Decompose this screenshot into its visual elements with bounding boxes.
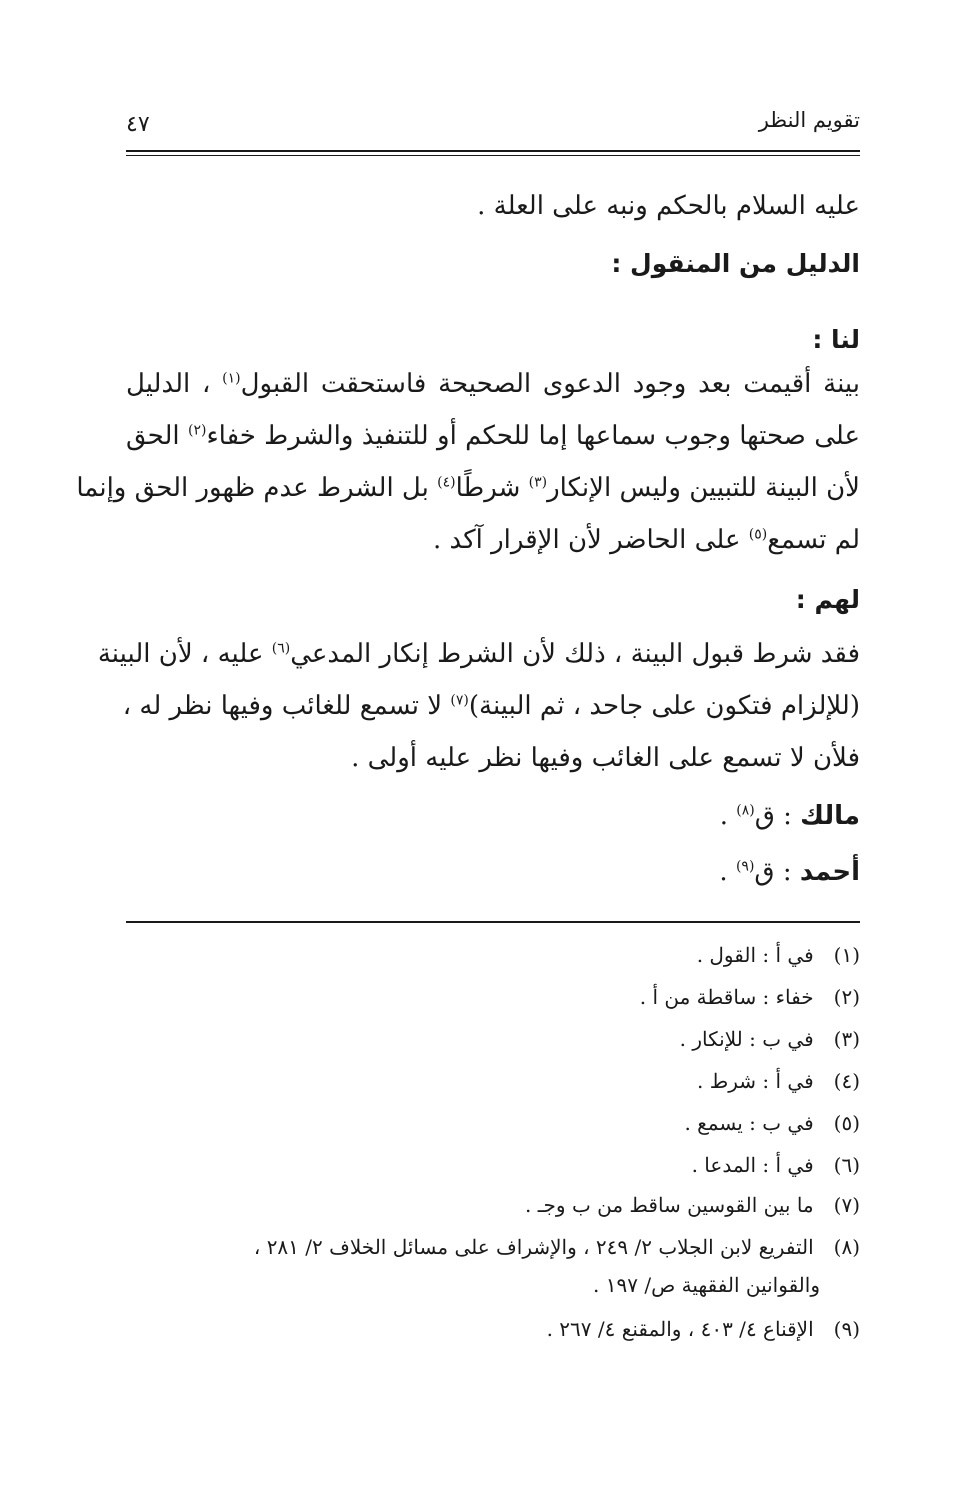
paragraph-1-line-2: [126, 416, 860, 456]
opinion-ahmad: [126, 852, 860, 892]
footnote-number: (٣): [833, 1027, 860, 1051]
footnote-text: خفاء : ساقطة من أ .: [639, 985, 814, 1009]
heading-lana: لنا :: [812, 325, 860, 354]
footnote-text: في أ : القول .: [696, 943, 814, 967]
footnote-number: (٧): [833, 1193, 860, 1217]
heading-lahum: لهم :: [795, 585, 860, 614]
text-run: : ق: [754, 857, 792, 887]
footnote-6: [126, 1150, 860, 1180]
footnote-8-continuation: [126, 1270, 820, 1300]
footnote-text: ما بين القوسين ساقط من ب وجـ .: [524, 1193, 814, 1217]
footnote-ref: (٧): [450, 692, 469, 709]
footnote-ref: (٨): [736, 802, 755, 819]
text-run: الحق: [126, 421, 180, 451]
text-run: .: [719, 857, 728, 887]
footnote-2: [126, 982, 860, 1012]
paragraph-2-line-2: [122, 686, 860, 726]
footnote-ref: (٣): [528, 474, 548, 491]
footnote-number: (٨): [833, 1235, 860, 1259]
footnote-9: [126, 1314, 860, 1344]
opinion-malik: [126, 796, 860, 836]
footnote-ref: (١): [222, 370, 241, 387]
footnote-3: [126, 1024, 860, 1054]
footnote-number: (٤): [833, 1069, 860, 1093]
opinion-label: مالك: [800, 801, 860, 831]
page-number: ٤٧: [126, 112, 150, 137]
footnote-text: في أ : المدعا .: [691, 1153, 814, 1177]
paragraph-1-line-4: [126, 520, 860, 560]
paragraph-1-line-3: [76, 468, 860, 508]
footnote-ref: (٤): [437, 474, 456, 491]
footnote-number: (٥): [833, 1111, 860, 1135]
header-rule-thin: [126, 155, 860, 156]
text-run: لم تسمع: [767, 525, 860, 555]
text-run: (للإلزام فتكون على جاحد ، ثم البينة): [468, 691, 860, 721]
text-run: : ق: [754, 801, 792, 831]
paragraph-1-line-1: [126, 364, 860, 404]
text-run: ، الدليل: [126, 369, 211, 399]
footnote-text: والقوانين الفقهية ص/ ١٩٧ .: [593, 1273, 820, 1297]
footnote-8: [126, 1232, 860, 1262]
text-run: عليه ، لأن البينة: [97, 639, 264, 669]
text-run: لأن البينة للتبيين وليس الإنكار: [547, 473, 860, 503]
footnote-number: (٦): [833, 1153, 860, 1177]
text-run: .: [719, 801, 728, 831]
heading-manqul: الدليل من المنقول :: [611, 249, 860, 278]
footnote-text: في أ : شرط .: [697, 1069, 814, 1093]
footnote-text: التفريع لابن الجلاب ٢/ ٢٤٩ ، والإشراف على مسائل الخلاف ٢/ ٢٨١ ،: [253, 1235, 814, 1259]
footnote-1: [126, 940, 860, 970]
text-run: بل الشرط عدم ظهور الحق وإنما: [76, 473, 429, 503]
text-run: على صحتها وجوب سماعها إما للحكم أو للتنفيذ والشرط خفاء: [206, 421, 861, 451]
footnote-4: [126, 1066, 860, 1096]
text-run: شرطًا: [455, 473, 521, 503]
footnote-ref: (٦): [271, 640, 291, 657]
footnote-separator: [126, 921, 860, 923]
text-run: بينة أقيمت بعد وجود الدعوى الصحيحة فاستحقت القبول: [240, 369, 860, 399]
paragraph-2-line-3: فلأن لا تسمع على الغائب وفيها نظر عليه أولى .: [351, 743, 860, 773]
opinion-label: أحمد: [799, 857, 860, 887]
running-header-title: تقويم النظر: [758, 108, 860, 132]
header-rule-thick: [126, 150, 860, 152]
footnote-5: [126, 1108, 860, 1138]
text-run: لا تسمع للغائب وفيها نظر له ،: [122, 691, 443, 721]
footnote-ref: (٩): [735, 858, 755, 875]
footnote-number: (٩): [833, 1317, 860, 1341]
footnote-7: [126, 1190, 860, 1220]
footnote-ref: (٢): [187, 422, 207, 439]
footnote-text: في ب : يسمع .: [684, 1111, 814, 1135]
paragraph-2-line-1: [97, 634, 860, 674]
footnote-number: (٢): [833, 985, 860, 1009]
footnote-text: في ب : للإنكار .: [679, 1027, 814, 1051]
footnote-number: (١): [833, 943, 860, 967]
text-run: على الحاضر لأن الإقرار آكد .: [433, 525, 741, 555]
body-line-1: عليه السلام بالحكم ونبه على العلة .: [477, 191, 860, 221]
text-run: فقد شرط قبول البينة ، ذلك لأن الشرط إنكار المدعي: [290, 639, 860, 669]
footnote-ref: (٥): [748, 526, 768, 543]
footnote-text: الإقناع ٤/ ٤٠٣ ، والمقنع ٤/ ٢٦٧ .: [546, 1317, 814, 1341]
